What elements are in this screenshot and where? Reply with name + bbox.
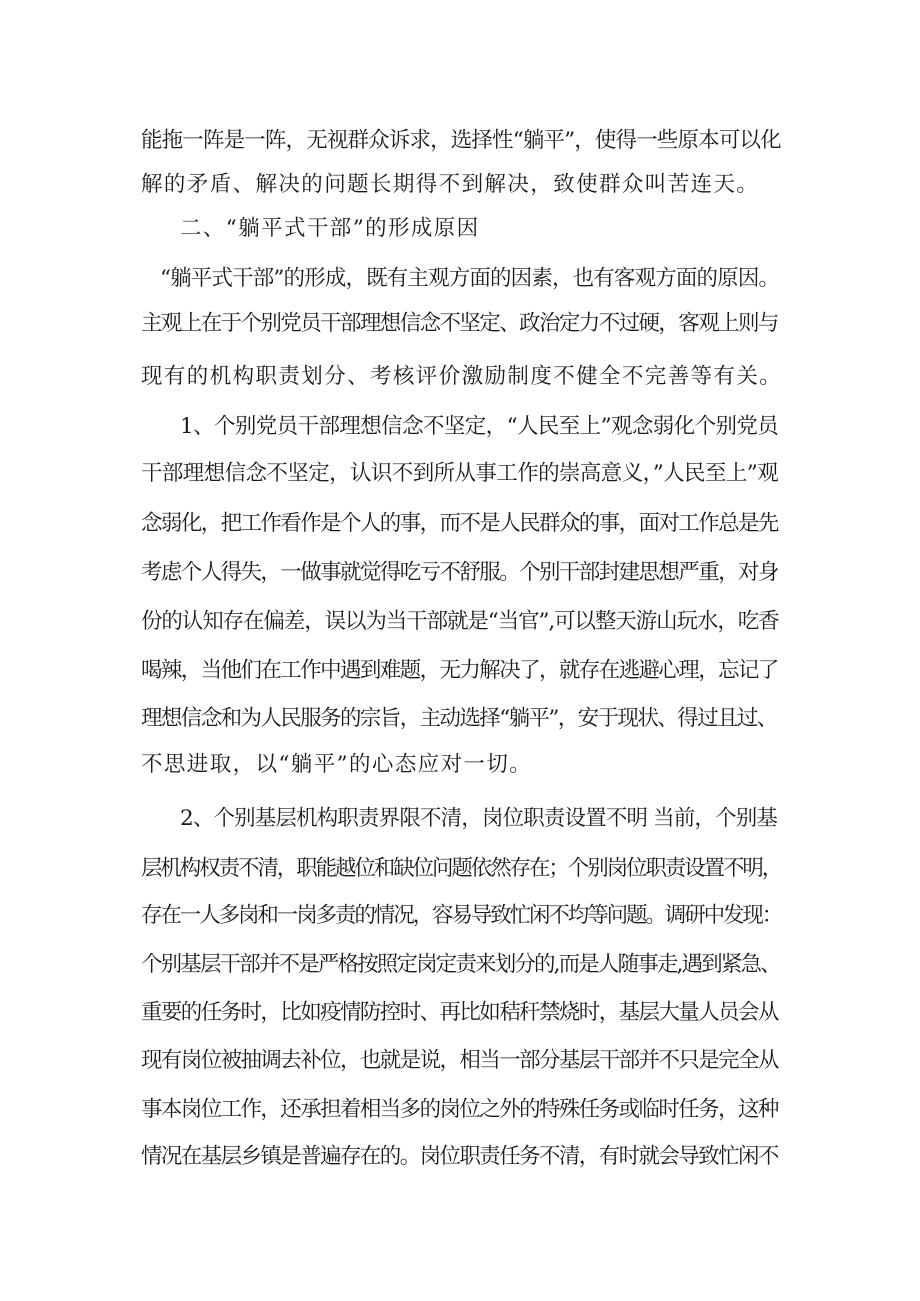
body-text-line: 层机构权责不清，职能越位和缺位问题依然存在；个别岗位职责设置不明， bbox=[141, 856, 782, 881]
body-text-line: 干部理想信念不坚定，认识不到所从事工作的崇高意义，”人民至上”观 bbox=[141, 461, 779, 486]
body-text-line: 个别基层干部并不是严格按照定岗定责来划分的,而是人随事走,遇到紧急、 bbox=[141, 952, 780, 977]
body-text-line: 事本岗位工作，还承担着相当多的岗位之外的特殊任务或临时任务，这种 bbox=[141, 1097, 778, 1122]
body-text-line: 念弱化，把工作看作是个人的事，而不是人民群众的事，面对工作总是先 bbox=[141, 511, 778, 536]
body-text-line: 主观上在于个别党员干部理想信念不坚定、政治定力不过硬，客观上则与 bbox=[141, 311, 778, 336]
body-text-line: 重要的任务时，比如疫情防控时、再比如秸秆禁烧时，基层大量人员会从 bbox=[141, 1000, 778, 1025]
section-heading: 二、“躺平式干部”的形成原因 bbox=[180, 216, 480, 241]
body-text-line: 考虑个人得失，一做事就觉得吃亏不舒服。个别干部封建思想严重，对身 bbox=[141, 560, 778, 585]
body-text-line: 喝辣，当他们在工作中遇到难题，无力解决了，就存在逃避心理，忘记了 bbox=[141, 658, 778, 683]
body-text-line: 理想信念和为人民服务的宗旨，主动选择“躺平”，安于现状、得过且过、 bbox=[141, 706, 777, 731]
body-text-line: 不思进取，以“躺平”的心态应对一切。 bbox=[141, 752, 533, 777]
body-text-line: 能拖一阵是一阵，无视群众诉求，选择性“躺平”，使得一些原本可以化 bbox=[141, 128, 781, 153]
body-text-line: 现有的机构职责划分、考核评价激励制度不健全不完善等有关。 bbox=[141, 364, 783, 389]
body-text-line: “躺平式干部”的形成，既有主观方面的因素，也有客观方面的原因。 bbox=[160, 266, 780, 291]
body-text-line: 存在一人多岗和一岗多责的情况，容易导致忙闲不均等问题。调研中发现： bbox=[141, 903, 782, 928]
body-text-line: 解的矛盾、解决的问题长期得不到解决，致使群众叫苦连天。 bbox=[141, 172, 760, 197]
subsection-heading-1: 1、个别党员干部理想信念不坚定，“人民至上”观念弱化个别党员 bbox=[180, 414, 779, 439]
subsection-heading-2: 2、个别基层机构职责界限不清，岗位职责设置不明 当前，个别基 bbox=[180, 806, 778, 831]
body-text-line: 情况在基层乡镇是普遍存在的。岗位职责任务不清，有时就会导致忙闲不 bbox=[141, 1144, 778, 1169]
body-text-line: 份的认知存在偏差，误以为当干部就是“当官”,可以整天游山玩水，吃香 bbox=[141, 609, 779, 634]
body-text-line: 现有岗位被抽调去补位，也就是说，相当一部分基层干部并不只是完全从 bbox=[141, 1048, 778, 1073]
